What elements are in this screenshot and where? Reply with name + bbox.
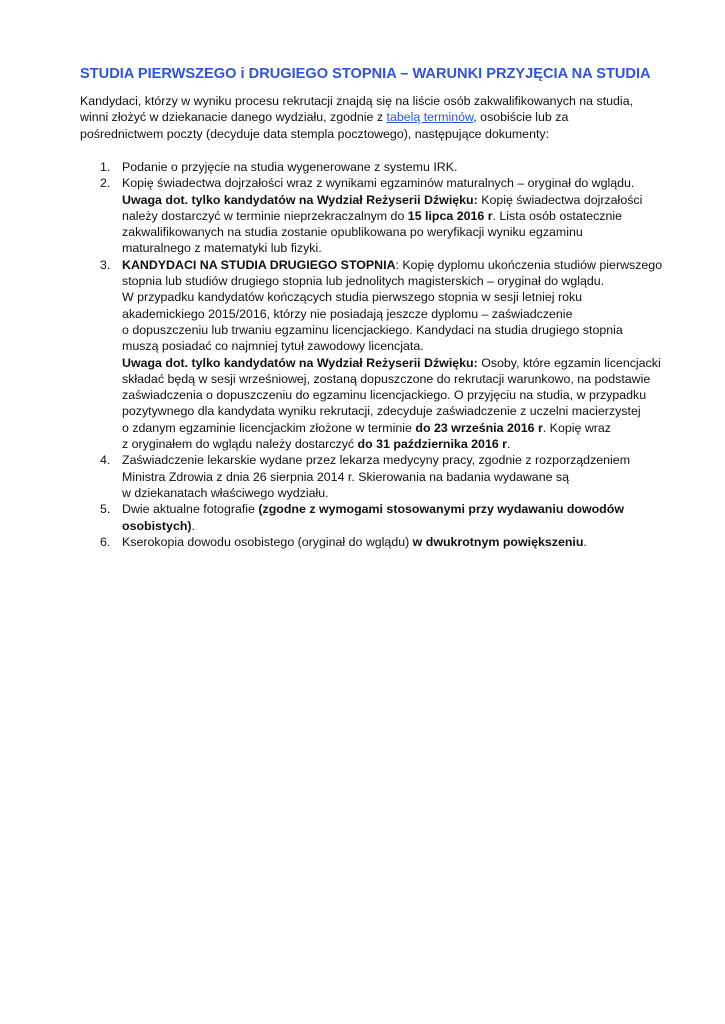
list-number: 2. xyxy=(100,176,111,191)
intro-text: , osobiście lub za xyxy=(473,110,569,125)
intro-paragraph xyxy=(80,93,660,142)
item-text: o zdanym egzaminie licencjackim złożone w terminie xyxy=(122,420,416,435)
item-line xyxy=(122,208,660,224)
item-line xyxy=(122,355,660,371)
item-text: należy dostarczyć w terminie nieprzekraczalnym do xyxy=(122,208,408,223)
item-line: Zaświadczenie lekarskie wydane przez lekarza medycyny pracy, zgodnie z rozporządzeniem xyxy=(122,453,631,468)
item-text: . Lista osób ostatecznie xyxy=(492,208,623,223)
item-line: akademickiego 2015/2016, którzy nie posiadają jeszcze dyplomu – zaświadczenie xyxy=(122,306,573,321)
item-line xyxy=(122,501,660,517)
list-number: 3. xyxy=(100,257,111,272)
documents-list xyxy=(80,159,663,550)
item-line: Kopię świadectwa dojrzałości wraz z wynikami egzaminów maturalnych – oryginał do wglądu. xyxy=(122,176,635,191)
list-number: 4. xyxy=(100,453,111,468)
item-line xyxy=(122,436,660,452)
item-line: zaświadczenia o dopuszczeniu do egzaminu licencjackiego. O przyjęciu na studia, w przypadku xyxy=(122,388,647,403)
intro-line: pośrednictwem poczty (decyduje data stempla pocztowego), następujące dokumenty: xyxy=(80,126,550,141)
list-item xyxy=(80,534,660,550)
item-line xyxy=(122,420,660,436)
list-item xyxy=(80,159,660,175)
item-text: Kopię świadectwa dojrzałości xyxy=(477,192,643,207)
item-line: zakwalifikowanych na studia zostanie opublikowana po weryfikacji wyniku egzaminu xyxy=(122,225,583,240)
item-line: o dopuszczeniu lub trwaniu egzaminu licencjackiego. Kandydaci na studia drugiego stopnia xyxy=(122,322,623,337)
item-line: W przypadku kandydatów kończących studia pierwszego stopnia w sesji letniej roku xyxy=(122,290,583,305)
deadline-date: do 23 września 2016 r xyxy=(415,420,543,435)
note-label: Uwaga dot. tylko kandydatów na Wydział Reżyserii Dźwięku: xyxy=(122,192,478,207)
list-item xyxy=(80,175,660,256)
deadlines-table-link[interactable]: tabelą terminów xyxy=(386,110,474,125)
intro-text: winni złożyć w dziekanacie danego wydziału, zgodnie z xyxy=(80,110,387,125)
item-line xyxy=(122,257,663,273)
item-line: pozytywnego dla kandydata wyniku rekrutacji, zdecyduje zaświadczenie z uczelni macierzystej xyxy=(122,404,641,419)
deadline-date: 15 lipca 2016 r xyxy=(407,208,493,223)
item-line xyxy=(122,518,660,534)
list-number: 5. xyxy=(100,502,111,517)
item-line xyxy=(122,192,660,208)
emphasis-text: osobistych) xyxy=(122,518,192,533)
item-text: : Kopię dyplomu ukończenia studiów pierwszego xyxy=(395,257,663,272)
item-line: muszą posiadać co najmniej tytuł zawodowy licencjata. xyxy=(122,339,424,354)
item-line xyxy=(122,534,660,550)
emphasis-text: (zgodne z wymogami stosowanymi przy wydawaniu dowodów xyxy=(258,502,624,517)
intro-line: Kandydaci, którzy w wyniku procesu rekrutacji znajdą się na liście osób zakwalifikowanych na studia, xyxy=(80,94,634,108)
page-title: STUDIA PIERWSZEGO i DRUGIEGO STOPNIA – WARUNKI PRZYJĘCIA NA STUDIA xyxy=(80,66,651,82)
item-text: z oryginałem do wglądu należy dostarczyć xyxy=(122,437,358,452)
item-line: składać będą w sesji wrześniowej, zostaną dopuszczone do rekrutacji warunkowo, na podstawie xyxy=(122,371,651,386)
item-text: . xyxy=(583,534,587,549)
list-item xyxy=(80,452,660,501)
item-line: maturalnego z matematyki lub fizyki. xyxy=(122,241,322,256)
item-text: . xyxy=(191,518,195,533)
item-line: stopnia lub studiów drugiego stopnia lub jednolitych magisterskich – oryginał do wglądu. xyxy=(122,274,605,289)
item-text: Osoby, które egzamin licencjacki xyxy=(477,355,661,370)
list-item xyxy=(80,257,663,453)
item-text: . xyxy=(507,437,511,452)
intro-line xyxy=(80,109,660,125)
item-text: . Kopię wraz xyxy=(542,420,611,435)
item-text: Dwie aktualne fotografie xyxy=(122,502,259,517)
note-label: Uwaga dot. tylko kandydatów na Wydział Reżyserii Dźwięku: xyxy=(122,355,478,370)
emphasis-text: w dwukrotnym powiększeniu xyxy=(412,534,584,549)
list-number: 6. xyxy=(100,534,111,549)
list-number: 1. xyxy=(100,160,111,174)
list-item xyxy=(80,501,660,534)
item-text: Kserokopia dowodu osobistego (oryginał do wglądu) xyxy=(122,534,413,549)
item-line: w dziekanatach właściwego wydziału. xyxy=(122,485,329,500)
section-label: KANDYDACI NA STUDIA DRUGIEGO STOPNIA xyxy=(122,257,396,272)
item-line: Podanie o przyjęcie na studia wygenerowane z systemu IRK. xyxy=(122,160,458,174)
item-line: Ministra Zdrowia z dnia 26 sierpnia 2014 r. Skierowania na badania wydawane są xyxy=(122,469,570,484)
deadline-date: do 31 października 2016 r xyxy=(357,437,507,452)
